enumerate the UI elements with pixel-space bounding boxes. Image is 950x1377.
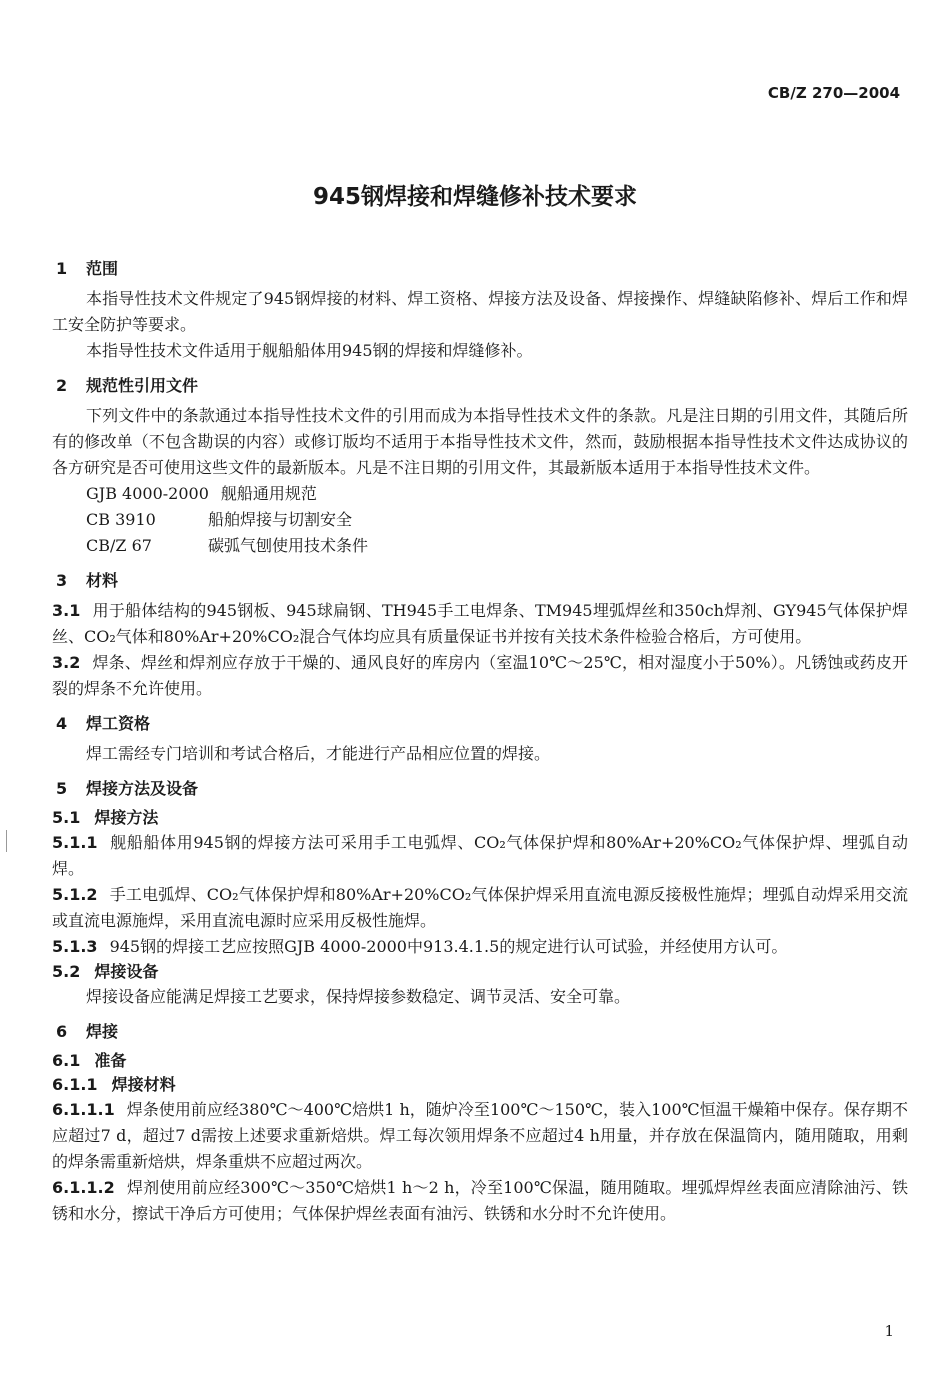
reference-code: GJB 4000-2000	[86, 484, 209, 503]
section-title: 规范性引用文件	[86, 376, 199, 395]
document-body	[52, 256, 908, 1227]
subsection-title: 焊接设备	[94, 962, 159, 981]
clause	[52, 830, 908, 882]
clause-text: 手工电弧焊、CO₂气体保护焊和80%Ar+20%CO₂气体保护焊采用直流电源反接极性施焊；埋弧自动焊采用交流或直流电源施焊，采用直流电源时应采用反极性施焊。	[52, 885, 908, 930]
subsection-heading	[52, 1073, 908, 1097]
section-heading	[52, 711, 908, 737]
clause-number: 5.1.2	[52, 885, 98, 904]
section-title: 焊接方法及设备	[86, 779, 199, 798]
section-title: 材料	[86, 571, 119, 590]
paragraph: 本指导性技术文件规定了945钢焊接的材料、焊工资格、焊接方法及设备、焊接操作、焊缝缺陷修补、焊后工作和焊工安全防护等要求。	[52, 289, 908, 334]
clause	[52, 934, 908, 960]
clause	[52, 650, 908, 702]
paragraph: 焊工需经专门培训和考试合格后，才能进行产品相应位置的焊接。	[86, 744, 551, 763]
section-title: 焊工资格	[86, 714, 151, 733]
clause-number: 6.1.1.2	[52, 1178, 115, 1197]
section-heading	[52, 568, 908, 594]
clause	[52, 598, 908, 650]
reference-code: CB 3910	[86, 510, 156, 529]
standard-number: CB/Z 270—2004	[767, 84, 900, 102]
clause-number: 5.1.3	[52, 937, 98, 956]
reference-item	[52, 507, 908, 533]
subsection-number: 5.1	[52, 808, 81, 827]
clause-text: 焊条、焊丝和焊剂应存放于干燥的、通风良好的库房内（室温10℃～25℃，相对湿度小于50%）。凡锈蚀或药皮开裂的焊条不允许使用。	[52, 653, 908, 698]
clause-number: 3.1	[52, 601, 81, 620]
reference-name: 船舶焊接与切割安全	[208, 510, 353, 529]
clause-number: 5.1.1	[52, 833, 98, 852]
section-heading	[52, 1019, 908, 1045]
clause	[52, 882, 908, 934]
clause-text: 用于船体结构的945钢板、945球扁钢、TH945手工电焊条、TM945埋弧焊丝和350ch焊剂、GY945气体保护焊丝、CO₂气体和80%Ar+20%CO₂混合气体均应具有质量保证书并按有关技术条件检验合格后，方可使用。	[52, 601, 908, 646]
reference-name: 舰船通用规范	[220, 484, 317, 503]
page-number: 1	[884, 1322, 894, 1340]
paragraph: 本指导性技术文件适用于舰船船体用945钢的焊接和焊缝修补。	[86, 341, 533, 360]
reference-name: 碳弧气刨使用技术条件	[208, 536, 369, 555]
clause-text: 舰船船体用945钢的焊接方法可采用手工电弧焊、CO₂气体保护焊和80%Ar+20%CO₂气体保护焊、埋弧自动焊。	[52, 833, 908, 878]
paragraph: 下列文件中的条款通过本指导性技术文件的引用而成为本指导性技术文件的条款。凡是注日期的引用文件，其随后所有的修改单（不包含勘误的内容）或修订版均不适用于本指导性技术文件，然而，鼓励根据本指导性技术文件达成协议的各方研究是否可使用这些文件的最新版本。凡是不注日期的引用文件，其最新版本适用于本指导性技术文件。	[52, 406, 908, 477]
paragraph: 焊接设备应能满足焊接工艺要求，保持焊接参数稳定、调节灵活、安全可靠。	[86, 987, 631, 1006]
section-number: 4	[56, 714, 68, 733]
reference-code: CB/Z 67	[86, 536, 152, 555]
subsection-title: 焊接材料	[111, 1075, 176, 1094]
clause-text: 焊剂使用前应经300℃～350℃焙烘1 h～2 h，冷至100℃保温，随用随取。埋弧焊焊丝表面应清除油污、铁锈和水分，擦试干净后方可使用；气体保护焊丝表面有油污、铁锈和水分时不允许使用。	[52, 1178, 908, 1223]
section-heading	[52, 373, 908, 399]
clause-text: 945钢的焊接工艺应按照GJB 4000-2000中913.4.1.5的规定进行认可试验，并经使用方认可。	[109, 937, 788, 956]
clause-text: 焊条使用前应经380℃～400℃焙烘1 h，随炉冷至100℃～150℃，装入100℃恒温干燥箱中保存。保存期不应超过7 d，超过7 d需按上述要求重新焙烘。焊工每次领用焊条不应超过4 h用量，并存放在保温筒内，随用随取，用剩的焊条需重新焙烘，焊条重烘不应超过两次。	[52, 1100, 908, 1171]
subsection-title: 焊接方法	[94, 808, 159, 827]
subsection-number: 6.1	[52, 1051, 81, 1070]
section-number: 5	[56, 779, 68, 798]
document-title: 945钢焊接和焊缝修补技术要求	[312, 184, 637, 210]
subsection-heading	[52, 1049, 908, 1073]
section-number: 1	[56, 259, 68, 278]
section-heading	[52, 256, 908, 282]
subsection-number: 6.1.1	[52, 1075, 98, 1094]
subsection-number: 5.2	[52, 962, 81, 981]
section-number: 2	[56, 376, 68, 395]
reference-item	[52, 481, 908, 507]
reference-item	[52, 533, 908, 559]
section-title: 焊接	[86, 1022, 119, 1041]
clause-number: 6.1.1.1	[52, 1100, 115, 1119]
section-heading	[52, 776, 908, 802]
section-number: 3	[56, 571, 68, 590]
margin-mark	[6, 830, 7, 852]
section-number: 6	[56, 1022, 68, 1041]
clause	[52, 1175, 908, 1227]
subsection-heading	[52, 960, 908, 984]
section-title: 范围	[86, 259, 119, 278]
clause	[52, 1097, 908, 1175]
subsection-title: 准备	[94, 1051, 127, 1070]
clause-number: 3.2	[52, 653, 81, 672]
subsection-heading	[52, 806, 908, 830]
